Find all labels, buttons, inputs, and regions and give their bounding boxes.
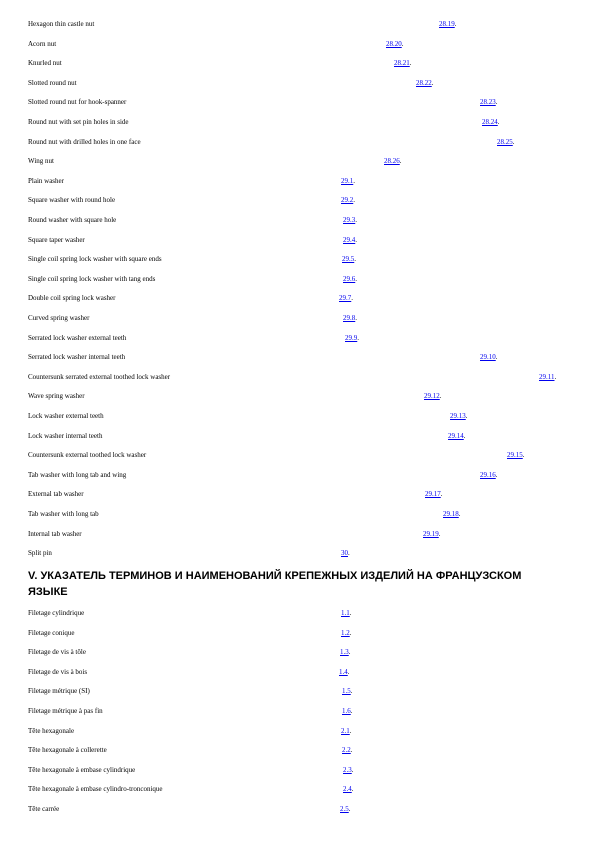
index-ref-link[interactable]: 29.4 <box>343 235 356 244</box>
index-ref <box>480 351 498 363</box>
index-term: Round washer with square hole <box>28 216 117 224</box>
index-ref <box>423 528 441 540</box>
index-ref-link[interactable]: 28.21 <box>394 59 410 68</box>
index-ref <box>497 136 515 148</box>
index-ref <box>341 194 355 206</box>
index-term: Tab washer with long tab and wing <box>28 470 127 479</box>
ref-trailing-dot: . <box>458 510 461 518</box>
ref-trailing-dot: . <box>440 490 443 499</box>
index-entry <box>28 234 595 246</box>
ref-trailing-dot: . <box>349 726 352 735</box>
index-ref-link[interactable]: 29.16 <box>480 470 496 479</box>
index-ref <box>341 725 352 737</box>
ref-trailing-dot: . <box>348 805 351 813</box>
index-ref-link[interactable]: 29.9 <box>345 333 358 342</box>
index-term: Plain washer <box>28 176 64 185</box>
index-entry <box>28 528 595 540</box>
index-ref-link[interactable]: 28.22 <box>416 78 432 87</box>
index-ref-link[interactable]: 30 <box>341 549 348 558</box>
ref-trailing-dot: . <box>401 39 404 48</box>
index-entry <box>28 292 595 304</box>
index-term: Filetage cylindrique <box>28 609 85 617</box>
index-term: Tab washer with long tab <box>28 510 99 518</box>
index-ref <box>339 292 353 304</box>
ref-trailing-dot: . <box>350 687 353 696</box>
index-ref <box>416 77 434 89</box>
index-term: Countersunk external toothed lock washer <box>28 451 147 460</box>
ref-trailing-dot: . <box>463 431 466 440</box>
index-entry <box>28 332 595 344</box>
index-entry <box>28 38 595 50</box>
index-entry <box>28 607 595 619</box>
index-entry <box>28 390 595 402</box>
ref-trailing-dot: . <box>355 216 357 224</box>
index-entry <box>28 430 595 442</box>
index-entry <box>28 116 595 128</box>
index-entry <box>28 194 595 206</box>
index-ref-link[interactable]: 28.24 <box>482 118 498 126</box>
index-term: Square washer with round hole <box>28 196 116 205</box>
index-ref-link[interactable]: 29.3 <box>343 216 356 224</box>
index-ref-link[interactable]: 29.13 <box>450 412 466 420</box>
index-entry <box>28 253 595 265</box>
index-entry <box>28 57 595 69</box>
index-term: Filetage de vis à bois <box>28 667 88 676</box>
ref-trailing-dot: . <box>495 98 498 107</box>
ref-trailing-dot: . <box>354 255 356 264</box>
index-entry <box>28 351 595 363</box>
index-term: Split pin <box>28 549 52 558</box>
index-ref-link[interactable]: 29.10 <box>480 353 496 362</box>
ref-trailing-dot: . <box>355 274 357 283</box>
index-entry <box>28 273 595 285</box>
index-term: Single coil spring lock washer with square ends <box>28 255 162 264</box>
index-term: Filetage métrique à pas fin <box>28 707 103 715</box>
ref-trailing-dot: . <box>554 372 557 381</box>
ref-trailing-dot: . <box>512 137 515 146</box>
index-term: Tête hexagonale à embase cylindrique <box>28 765 136 774</box>
index-ref-link[interactable]: 29.18 <box>443 510 459 518</box>
index-entry <box>28 508 595 520</box>
index-ref <box>341 627 352 639</box>
index-ref <box>340 803 351 815</box>
index-entry <box>28 685 595 697</box>
ref-trailing-dot: . <box>497 118 500 126</box>
ref-trailing-dot: . <box>409 59 412 68</box>
index-ref-link[interactable]: 29.6 <box>343 274 356 283</box>
index-ref <box>345 332 359 344</box>
index-ref <box>384 155 402 167</box>
index-ref-link[interactable]: 1.4 <box>339 667 348 676</box>
index-ref-link[interactable]: 1.5 <box>342 687 351 696</box>
ref-trailing-dot: . <box>438 529 441 538</box>
index-entry <box>28 449 595 461</box>
index-ref-link[interactable]: 2.4 <box>343 785 352 794</box>
index-entry <box>28 764 595 776</box>
index-term: Lock washer external teeth <box>28 412 104 420</box>
index-ref-link[interactable]: 29.7 <box>339 294 352 303</box>
index-term: Tête hexagonale à collerette <box>28 746 107 755</box>
index-term: Tête carrée <box>28 805 60 813</box>
index-ref-link[interactable]: 29.2 <box>341 196 354 205</box>
index-entry <box>28 803 595 815</box>
ref-trailing-dot: . <box>495 353 498 362</box>
index-ref <box>394 57 412 69</box>
index-ref <box>425 488 443 500</box>
index-ref <box>342 685 353 697</box>
index-entry <box>28 410 595 422</box>
index-term: Wave spring washer <box>28 392 85 401</box>
index-ref <box>343 273 357 285</box>
index-term: Tête hexagonale <box>28 726 75 735</box>
index-ref <box>341 175 355 187</box>
index-entry <box>28 705 595 717</box>
index-ref-link[interactable]: 29.15 <box>507 451 523 460</box>
ref-trailing-dot: . <box>349 609 352 617</box>
index-entry <box>28 646 595 658</box>
index-term: Curved spring washer <box>28 314 90 322</box>
index-term: Round nut with set pin holes in side <box>28 118 129 126</box>
index-term: Slotted round nut <box>28 78 77 87</box>
index-ref <box>482 116 500 128</box>
ref-trailing-dot: . <box>348 549 350 558</box>
ref-trailing-dot: . <box>522 451 525 460</box>
index-ref-link[interactable]: 29.1 <box>341 176 354 185</box>
index-ref-link[interactable]: 28.25 <box>497 137 513 146</box>
index-term: Tête hexagonale à embase cylindro-tronconique <box>28 785 163 794</box>
index-term: Filetage de vis à tôle <box>28 648 86 657</box>
ref-trailing-dot: . <box>347 667 350 676</box>
index-term: Serrated lock washer internal teeth <box>28 353 126 362</box>
index-ref <box>343 214 357 226</box>
index-ref <box>342 744 353 756</box>
index-ref <box>539 371 556 383</box>
index-term: Hexagon thin castle nut <box>28 20 95 28</box>
index-ref-link[interactable]: 28.23 <box>480 98 496 107</box>
index-ref-link[interactable]: 28.20 <box>386 39 402 48</box>
index-entry <box>28 666 595 678</box>
index-ref <box>450 410 468 422</box>
index-entry <box>28 175 595 187</box>
index-ref <box>443 508 461 520</box>
ref-trailing-dot: . <box>454 20 457 28</box>
index-term: Filetage métrique (SI) <box>28 687 90 696</box>
index-ref-link[interactable]: 29.11 <box>539 372 555 381</box>
index-term: Round nut with drilled holes in one face <box>28 137 141 146</box>
ref-trailing-dot: . <box>357 333 359 342</box>
index-ref <box>507 449 525 461</box>
index-entry <box>28 96 595 108</box>
index-entry <box>28 18 595 30</box>
index-ref-link[interactable]: 29.17 <box>425 490 441 499</box>
ref-trailing-dot: . <box>431 78 434 87</box>
index-ref-link[interactable]: 29.8 <box>343 314 356 322</box>
index-term: Square taper washer <box>28 235 85 244</box>
ref-trailing-dot: . <box>351 765 354 774</box>
index-term: Filetage conique <box>28 628 75 637</box>
index-ref <box>343 234 357 246</box>
index-ref-link[interactable]: 1.6 <box>342 707 351 715</box>
index-ref <box>341 607 352 619</box>
index-entry <box>28 155 595 167</box>
index-entry <box>28 744 595 756</box>
section-heading: V. УКАЗАТЕЛЬ ТЕРМИНОВ И НАИМЕНОВАНИЙ КРЕПЕЖНЫХ ИЗДЕЛИЙ НА ФРАНЦУЗСКОМ ЯЗЫКЕ <box>28 570 522 598</box>
index-entry <box>28 312 595 324</box>
index-ref <box>340 646 351 658</box>
index-entry <box>28 136 595 148</box>
ref-trailing-dot: . <box>439 392 442 401</box>
ref-trailing-dot: . <box>348 648 351 657</box>
index-term: Countersunk serrated external toothed lock washer <box>28 372 171 381</box>
index-ref <box>386 38 404 50</box>
index-entry <box>28 725 595 737</box>
index-term: External tab washer <box>28 490 84 499</box>
index-ref <box>342 705 353 717</box>
index-ref <box>480 469 498 481</box>
ref-trailing-dot: . <box>353 176 355 185</box>
index-ref-link[interactable]: 2.2 <box>342 746 351 755</box>
index-entry <box>28 371 595 383</box>
index-term: Wing nut <box>28 157 54 166</box>
index-ref-link[interactable]: 1.3 <box>340 648 349 657</box>
index-term: Knurled nut <box>28 59 62 68</box>
ref-trailing-dot: . <box>351 294 353 303</box>
index-ref-link[interactable]: 1.2 <box>341 628 350 637</box>
index-ref <box>339 666 350 678</box>
index-term: Serrated lock washer external teeth <box>28 333 127 342</box>
index-ref-link[interactable]: 29.5 <box>342 255 355 264</box>
index-ref <box>480 96 498 108</box>
ref-trailing-dot: . <box>399 157 402 166</box>
index-ref-link[interactable]: 1.1 <box>341 609 350 617</box>
ref-trailing-dot: . <box>350 746 353 755</box>
index-ref-link[interactable]: 28.26 <box>384 157 400 166</box>
index-term: Double coil spring lock washer <box>28 294 116 303</box>
index-ref-link[interactable]: 2.5 <box>340 805 349 813</box>
index-ref-link[interactable]: 2.1 <box>341 726 350 735</box>
index-entry <box>28 783 595 795</box>
index-ref <box>448 430 466 442</box>
index-term: Single coil spring lock washer with tang ends <box>28 274 156 283</box>
ref-trailing-dot: . <box>349 628 352 637</box>
index-ref-link[interactable]: 29.14 <box>448 431 464 440</box>
index-term: Slotted round nut for hook-spanner <box>28 98 127 107</box>
index-ref <box>424 390 442 402</box>
index-ref <box>342 253 356 265</box>
index-term: Lock washer internal teeth <box>28 431 103 440</box>
ref-trailing-dot: . <box>495 470 498 479</box>
index-term: Internal tab washer <box>28 529 82 538</box>
index-ref-link[interactable]: 29.19 <box>423 529 439 538</box>
index-entry <box>28 547 595 559</box>
index-ref <box>343 783 354 795</box>
index-entry <box>28 469 595 481</box>
ref-trailing-dot: . <box>351 785 354 794</box>
index-entry <box>28 627 595 639</box>
ref-trailing-dot: . <box>350 707 353 715</box>
index-entry <box>28 214 595 226</box>
index-ref <box>439 18 457 30</box>
ref-trailing-dot: . <box>353 196 355 205</box>
ref-trailing-dot: . <box>465 412 468 420</box>
index-ref <box>341 547 350 559</box>
ref-trailing-dot: . <box>355 235 357 244</box>
index-term: Acorn nut <box>28 39 57 48</box>
index-ref-link[interactable]: 2.3 <box>343 765 352 774</box>
index-ref-link[interactable]: 28.19 <box>439 20 455 28</box>
index-entry <box>28 488 595 500</box>
ref-trailing-dot: . <box>355 314 357 322</box>
index-ref-link[interactable]: 29.12 <box>424 392 440 401</box>
index-ref <box>343 312 357 324</box>
index-entry <box>28 77 595 89</box>
index-ref <box>343 764 354 776</box>
